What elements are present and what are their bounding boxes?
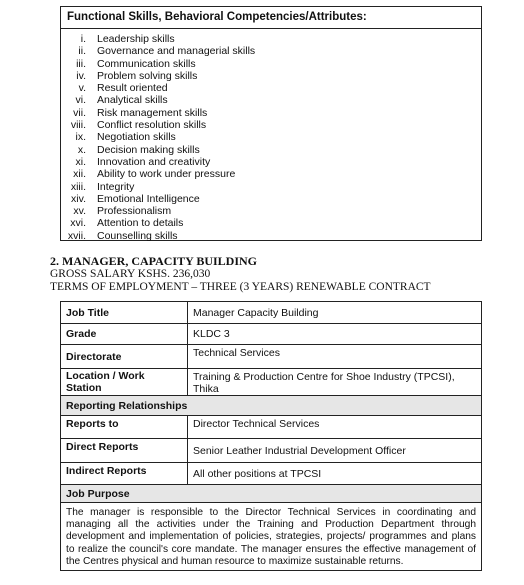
item-text: Attention to details <box>97 217 184 230</box>
direct-reports-label: Direct Reports <box>61 439 188 463</box>
item-number: viii. <box>70 119 86 132</box>
directorate-value: Technical Services <box>188 345 482 369</box>
item-number: ii. <box>78 45 86 58</box>
item-text: Analytical skills <box>97 94 168 107</box>
job-purpose-text: The manager is responsible to the Director Technical Services in coordinating and managing all the activities under the Training and Production Department through development and implementation of policies, strategies, projects/ programmes and plans to realize the council's core mandate. The manager ensures the effective management of the Centres physical and human resource to maximize sustainable returns. <box>61 503 482 571</box>
item-number: xi. <box>75 155 86 168</box>
list-item <box>61 230 481 242</box>
location-value: Training & Production Centre for Shoe Industry (TPCSI), Thika <box>188 369 482 396</box>
table-row <box>61 439 482 463</box>
direct-reports-value: Senior Leather Industrial Development Officer <box>188 439 482 463</box>
list-item <box>61 82 481 94</box>
item-text: Conflict resolution skills <box>97 119 207 132</box>
competencies-title: Functional Skills, Behavioral Competencies/Attributes: <box>61 7 481 29</box>
item-text: Professionalism <box>97 205 172 218</box>
item-text: Leadership skills <box>97 33 175 45</box>
item-number: x. <box>77 143 86 156</box>
item-text: Risk management skills <box>97 106 208 119</box>
job-purpose-header: Job Purpose <box>61 485 482 503</box>
list-item <box>61 45 481 57</box>
table-row <box>61 463 482 485</box>
item-text: Integrity <box>97 180 135 193</box>
item-text: Ability to work under pressure <box>97 168 236 181</box>
item-text: Innovation and creativity <box>97 155 211 168</box>
list-item <box>61 107 481 119</box>
table-row <box>61 302 482 324</box>
grade-label: Grade <box>61 324 188 345</box>
item-number: v. <box>78 82 86 95</box>
indirect-reports-value: All other positions at TPCSI <box>188 463 482 485</box>
item-text: Result oriented <box>97 82 168 95</box>
directorate-label: Directorate <box>61 345 188 369</box>
list-item <box>61 144 481 156</box>
terms-of-employment: TERMS OF EMPLOYMENT – THREE (3 YEARS) RENEWABLE CONTRACT <box>50 281 431 293</box>
job-details-table <box>60 301 482 571</box>
item-number: vi. <box>75 94 86 107</box>
list-item <box>61 94 481 106</box>
item-text: Counselling skills <box>97 229 178 242</box>
item-number: xiii. <box>70 180 86 193</box>
list-item <box>61 156 481 168</box>
reports-to-label: Reports to <box>61 416 188 439</box>
job-title-value: Manager Capacity Building <box>188 302 482 324</box>
list-item <box>61 33 481 45</box>
table-row <box>61 485 482 503</box>
list-item <box>61 217 481 229</box>
grade-value: KLDC 3 <box>188 324 482 345</box>
table-row <box>61 369 482 396</box>
list-item <box>61 181 481 193</box>
item-number: xv. <box>73 205 86 218</box>
reporting-relationships-header: Reporting Relationships <box>61 396 482 416</box>
competencies-box <box>60 6 482 241</box>
item-number: xiv. <box>71 192 86 205</box>
item-text: Problem solving skills <box>97 69 198 82</box>
item-text: Decision making skills <box>97 143 200 156</box>
table-row <box>61 345 482 369</box>
job-title-label: Job Title <box>61 302 188 324</box>
item-text: Communication skills <box>97 57 196 70</box>
table-row <box>61 396 482 416</box>
item-text: Negotiation skills <box>97 131 176 144</box>
item-number: iv. <box>76 69 86 82</box>
list-item <box>61 193 481 205</box>
table-row <box>61 416 482 439</box>
list-item <box>61 70 481 82</box>
gross-salary: GROSS SALARY KSHS. 236,030 <box>50 268 211 280</box>
competencies-list <box>61 33 481 242</box>
list-item <box>61 131 481 143</box>
reports-to-value: Director Technical Services <box>188 416 482 439</box>
item-number: iii. <box>76 57 86 70</box>
item-text: Emotional Intelligence <box>97 192 200 205</box>
item-number: xvii. <box>67 229 86 242</box>
item-number: ix. <box>75 131 86 144</box>
item-number: vii. <box>73 106 86 119</box>
item-number: i. <box>80 33 86 45</box>
location-label: Location / Work Station <box>61 369 188 396</box>
list-item <box>61 119 481 131</box>
item-number: xii. <box>73 168 86 181</box>
table-row <box>61 503 482 571</box>
list-item <box>61 168 481 180</box>
section-heading: 2. MANAGER, CAPACITY BUILDING <box>50 254 258 268</box>
list-item <box>61 58 481 70</box>
list-item <box>61 205 481 217</box>
indirect-reports-label: Indirect Reports <box>61 463 188 485</box>
table-row <box>61 324 482 345</box>
item-text: Governance and managerial skills <box>97 45 256 58</box>
item-number: xvi. <box>70 217 86 230</box>
